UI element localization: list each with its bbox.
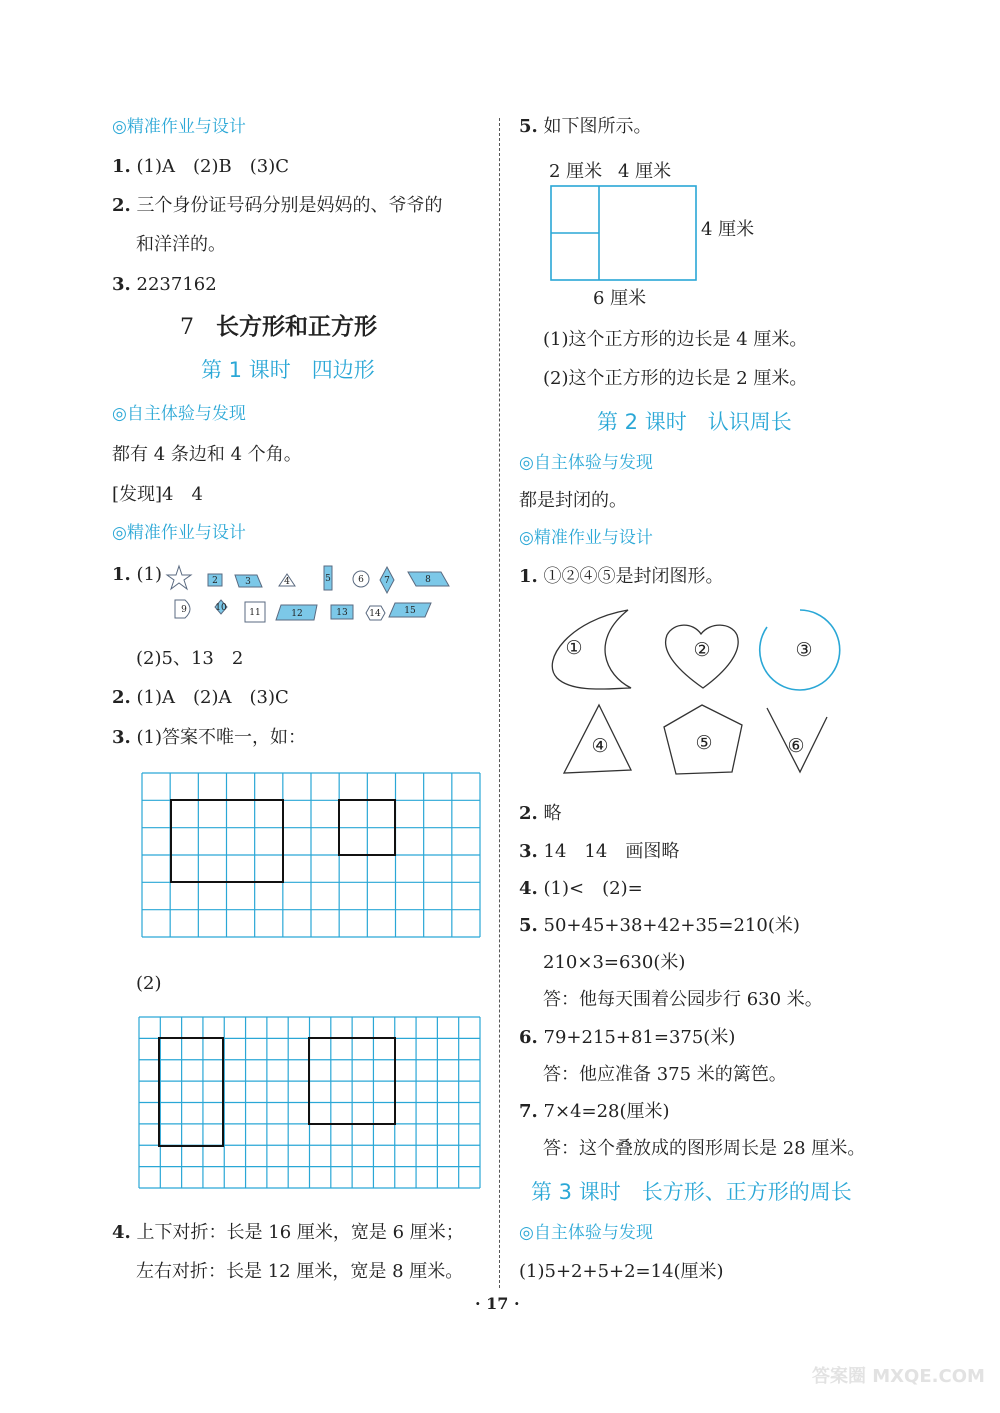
closed-shapes-figure (545, 600, 855, 790)
experience-text: 都是封闭的。 (519, 490, 627, 511)
practice-r1 (519, 566, 724, 588)
practice-r7 (519, 1101, 670, 1123)
grid-figure-1 (141, 772, 481, 938)
page-number: · 17 · (475, 1294, 520, 1313)
answer-text: 略 (543, 803, 562, 824)
section-heading-practice: ◎精准作业与设计 (112, 117, 246, 137)
lesson-title: 第 2 课时 认识周长 (597, 410, 792, 434)
practice-r5-line2: 210×3=630(米) (543, 952, 686, 973)
practice-r5-line3: 答：他每天围着公园步行 630 米。 (543, 989, 823, 1010)
shape-label: 3 (245, 577, 251, 587)
shape-label: 13 (336, 608, 348, 618)
practice-4-line2: 左右对折：长是 12 厘米，宽是 8 厘米。 (136, 1261, 464, 1282)
experience-text: (1)5+2+5+2=14(厘米) (519, 1261, 724, 1282)
figure-label: ④ (591, 735, 609, 757)
answer-3 (112, 274, 217, 296)
shape-label: 7 (384, 576, 390, 586)
practice-1-label (112, 564, 162, 586)
shape-label: 15 (404, 606, 416, 616)
practice-1-part2: (2)5、13 2 (136, 648, 244, 669)
label-bottom: 6 厘米 (593, 288, 647, 309)
shape-label: 12 (291, 609, 303, 619)
question-number: 1. (112, 156, 131, 177)
lesson-title: 第 3 课时 长方形、正方形的周长 (531, 1180, 852, 1204)
drawn-rectangle (159, 1038, 223, 1146)
question-number: 4. (519, 878, 538, 899)
question-number: 2. (112, 687, 131, 708)
label-right: 4 厘米 (701, 219, 755, 240)
crescent-shape (552, 610, 631, 689)
column-divider (499, 118, 500, 1288)
practice-r7-line2: 答：这个叠放成的图形周长是 28 厘米。 (543, 1138, 866, 1159)
section-heading-experience: ◎自主体验与发现 (519, 1223, 653, 1243)
shape-label: 9 (181, 605, 187, 615)
question-number: 1. (112, 564, 131, 585)
question-number: 2. (519, 803, 538, 824)
experience-text: 都有 4 条边和 4 个角。 (112, 444, 302, 465)
answer-text: (1)答案不唯一，如： (136, 727, 307, 748)
shape-label: 11 (249, 608, 261, 618)
answer-text: 2237162 (136, 274, 217, 295)
question-number: 2. (112, 195, 131, 216)
answer-text: 上下对折：长是 16 厘米，宽是 6 厘米； (136, 1222, 464, 1243)
answer-text: (1)A (2)A (3)C (136, 687, 289, 708)
square-cut-figure (540, 155, 770, 315)
label-top-right: 4 厘米 (618, 161, 672, 182)
shape-label: 2 (212, 576, 218, 586)
practice-3-part2: (2) (136, 973, 162, 994)
part-label: (1) (136, 564, 163, 585)
practice-2 (112, 687, 289, 709)
answer-text: 7×4=28(厘米) (543, 1101, 670, 1122)
question-number: 3. (112, 274, 131, 295)
shape-label: 6 (358, 575, 364, 585)
question-number: 3. (519, 841, 538, 862)
practice-r6-line2: 答：他应准备 375 米的篱笆。 (543, 1064, 787, 1085)
section-heading-practice: ◎精准作业与设计 (519, 528, 653, 548)
shape-label: 5 (325, 574, 331, 584)
answer-5-part2: (2)这个正方形的边长是 2 厘米。 (543, 368, 808, 389)
quadrilateral-shapes-figure (165, 562, 455, 628)
practice-r6 (519, 1027, 735, 1049)
practice-4 (112, 1222, 464, 1244)
discovery-text: [发现]4 4 (112, 484, 203, 505)
label-top-left: 2 厘米 (549, 161, 603, 182)
shape-label: 10 (215, 603, 227, 613)
chapter-heading (180, 313, 377, 341)
question-number: 4. (112, 1222, 131, 1243)
question-number: 6. (519, 1027, 538, 1048)
practice-3 (112, 727, 306, 749)
question-number: 3. (112, 727, 131, 748)
practice-r5 (519, 915, 800, 937)
answer-text: ①②④⑤是封闭图形。 (543, 566, 724, 587)
answer-text: 79+215+81=375(米) (543, 1027, 736, 1048)
answer-text: 14 14 画图略 (543, 841, 680, 862)
star-shape (167, 566, 191, 589)
section-heading-experience: ◎自主体验与发现 (112, 404, 246, 424)
answer-1 (112, 156, 289, 178)
figure-label: ⑤ (695, 732, 713, 754)
chapter-title: 长方形和正方形 (216, 314, 377, 340)
answer-text: 50+45+38+42+35=210(米) (543, 915, 800, 936)
figure-label: ① (565, 637, 583, 659)
question-number: 5. (519, 915, 538, 936)
answer-5 (519, 116, 652, 138)
grid-figure-2 (138, 1016, 481, 1189)
answer-text: 如下图所示。 (543, 116, 652, 137)
watermark-logo: 答案圈 MXQE.COM (812, 1366, 985, 1387)
practice-r3 (519, 841, 679, 863)
section-heading-practice: ◎精准作业与设计 (112, 523, 246, 543)
figure-label: ② (693, 639, 711, 661)
chapter-number: 7 (180, 315, 194, 340)
answer-text: 三个身份证号码分别是妈妈的、爷爷的 (136, 195, 443, 216)
shape-label: 8 (425, 575, 431, 585)
answer-2 (112, 195, 443, 217)
practice-r4 (519, 878, 643, 900)
answer-text: (1)A (2)B (3)C (136, 156, 290, 177)
answer-5-part1: (1)这个正方形的边长是 4 厘米。 (543, 329, 808, 350)
answer-2-line2: 和洋洋的。 (136, 234, 226, 255)
practice-r2 (519, 803, 562, 825)
question-number: 5. (519, 116, 538, 137)
question-number: 7. (519, 1101, 538, 1122)
lesson-title: 第 1 课时 四边形 (201, 358, 375, 382)
shape-label: 4 (284, 577, 290, 587)
section-heading-experience: ◎自主体验与发现 (519, 453, 653, 473)
question-number: 1. (519, 566, 538, 587)
figure-label: ⑥ (787, 735, 805, 757)
figure-label: ③ (795, 639, 813, 661)
shape-label: 14 (369, 609, 381, 619)
answer-text: (1)< (2)= (543, 878, 643, 899)
